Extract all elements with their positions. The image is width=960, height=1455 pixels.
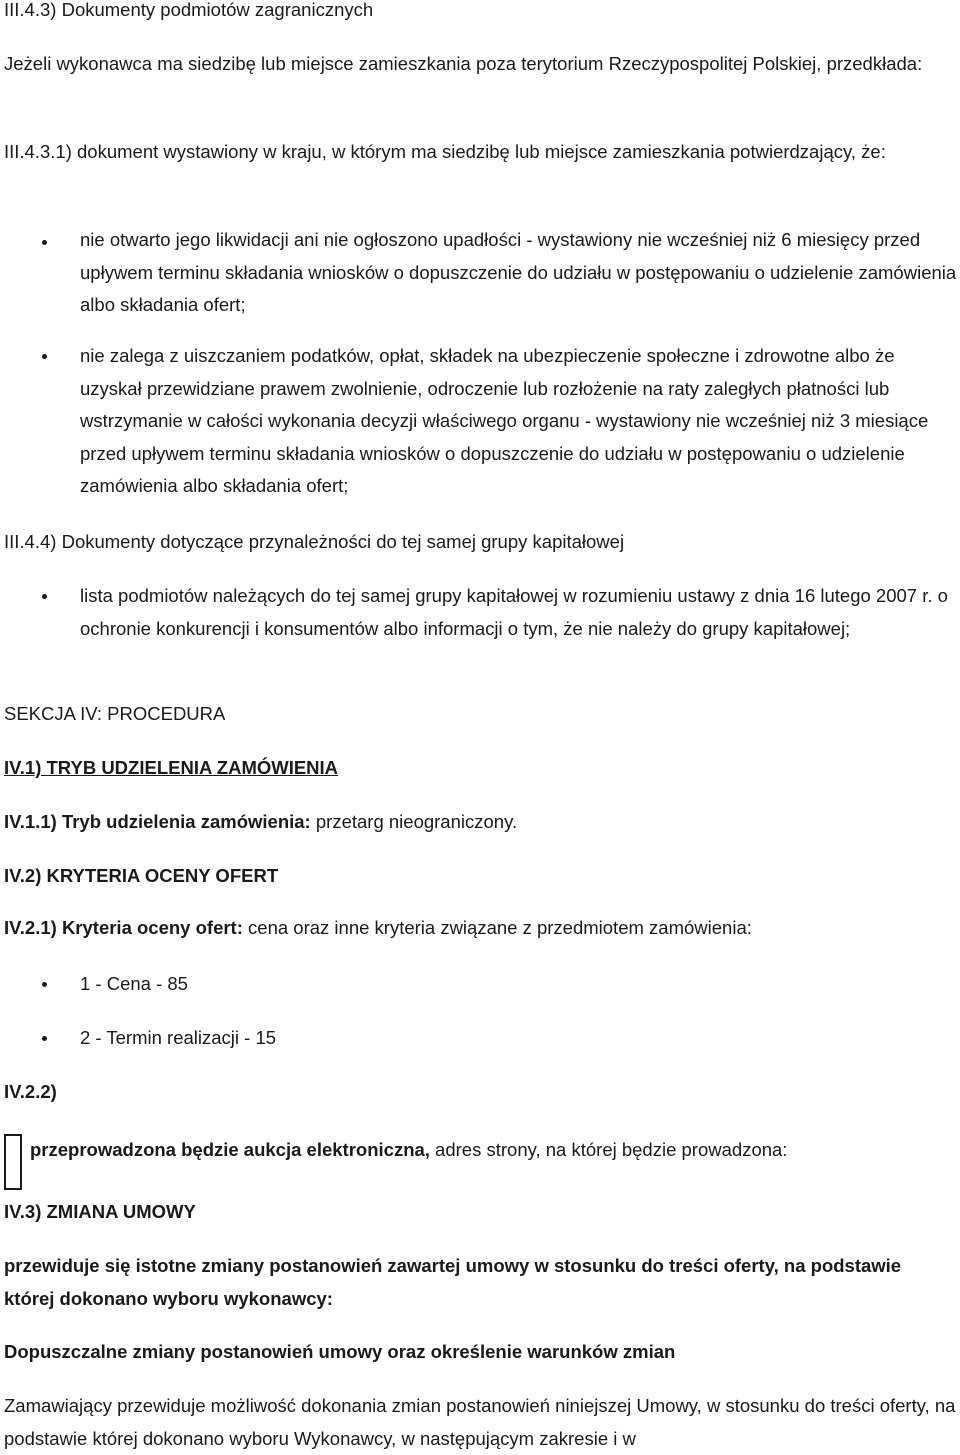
field-label: IV.1.1) Tryb udzielenia zamówienia: — [4, 811, 311, 832]
bullet-dot — [42, 1036, 47, 1041]
section-heading-iii-4-4: III.4.4) Dokumenty dotyczące przynależności do tej samej grupy kapitałowej — [4, 531, 625, 552]
field-label: przeprowadzona będzie aukcja elektroniczna, — [30, 1139, 430, 1160]
section-heading-iii-4-3: III.4.3) Dokumenty podmiotów zagranicznych — [4, 0, 374, 20]
heading-iv-1: IV.1) TRYB UDZIELENIA ZAMÓWIENIA — [4, 757, 339, 778]
change-clause: przewiduje się istotne zmiany postanowień zawartej umowy w stosunku do treści oferty, na podstawie której dokonano wyboru wykonawcy: — [4, 1255, 902, 1309]
item-iii-4-3-1: III.4.3.1) dokument wystawiony w kraju, w którym ma siedzibę lub miejsce zamieszkania potwierdzający, że: — [4, 141, 886, 162]
criterion-item: 2 - Termin realizacji - 15 — [80, 1027, 277, 1048]
heading-iv-3: IV.3) ZMIANA UMOWY — [4, 1201, 196, 1222]
field-value: cena oraz inne kryteria związane z przedmiotem zamówienia: — [242, 917, 752, 938]
label-iv-2-2: IV.2.2) — [4, 1081, 57, 1102]
list-item: nie zalega z uiszczaniem podatków, opłat, składek na ubezpieczenie społeczne i zdrowotne albo że uzyskał przewidziane prawem zwolnienie, odroczenie lub rozłożenie na raty zaległych płatności lub wstrzymanie w całości wykonania decyzji właściwego organu - wystawiony nie wcześniej niż 3 miesiące przed upływem terminu składania wniosków o dopuszczenie do udziału w postępowaniu o udzielenie zamówienia albo składania ofert; — [80, 345, 929, 496]
bullet-dot — [42, 240, 47, 245]
field-value: adres strony, na której będzie prowadzona: — [429, 1139, 788, 1160]
list-item: nie otwarto jego likwidacji ani nie ogłoszono upadłości - wystawiony nie wcześniej niż 6 miesięcy przed upływem terminu składania wniosków o dopuszczenie do udziału w postępowaniu o udzielenie zamówienia albo składania ofert; — [80, 229, 957, 315]
field-iv-1-1 — [4, 806, 956, 839]
criterion-item: 1 - Cena - 85 — [80, 973, 188, 994]
field-value: przetarg nieograniczony. — [310, 811, 518, 832]
changes-paragraph: Zamawiający przewiduje możliwość dokonania zmian postanowień niniejszej Umowy, w stosunku do treści oferty, na podstawie której dokonano wyboru Wykonawcy, w następującym zakresie i w — [4, 1395, 956, 1449]
list-item: lista podmiotów należących do tej samej grupy kapitałowej w rozumieniu ustawy z dnia 16 lutego 2007 r. o ochronie konkurencji i konsumentów albo informacji o tym, że nie należy do grupy kapitałowej; — [80, 585, 948, 639]
changes-heading: Dopuszczalne zmiany postanowień umowy oraz określenie warunków zmian — [4, 1341, 676, 1362]
field-iv-2-1 — [4, 912, 956, 945]
field-label: IV.2.1) Kryteria oceny ofert: — [4, 917, 243, 938]
heading-iv-2: IV.2) KRYTERIA OCENY OFERT — [4, 865, 279, 886]
bullet-dot — [42, 354, 47, 359]
bullet-dot — [42, 594, 47, 599]
auction-checkbox[interactable] — [4, 1134, 22, 1190]
section-title: SEKCJA IV: PROCEDURA — [4, 703, 226, 724]
intro-paragraph: Jeżeli wykonawca ma siedzibę lub miejsce zamieszkania poza terytorium Rzeczypospolitej Polskiej, przedkłada: — [4, 53, 923, 74]
auction-line — [30, 1134, 956, 1167]
bullet-dot — [42, 982, 47, 987]
